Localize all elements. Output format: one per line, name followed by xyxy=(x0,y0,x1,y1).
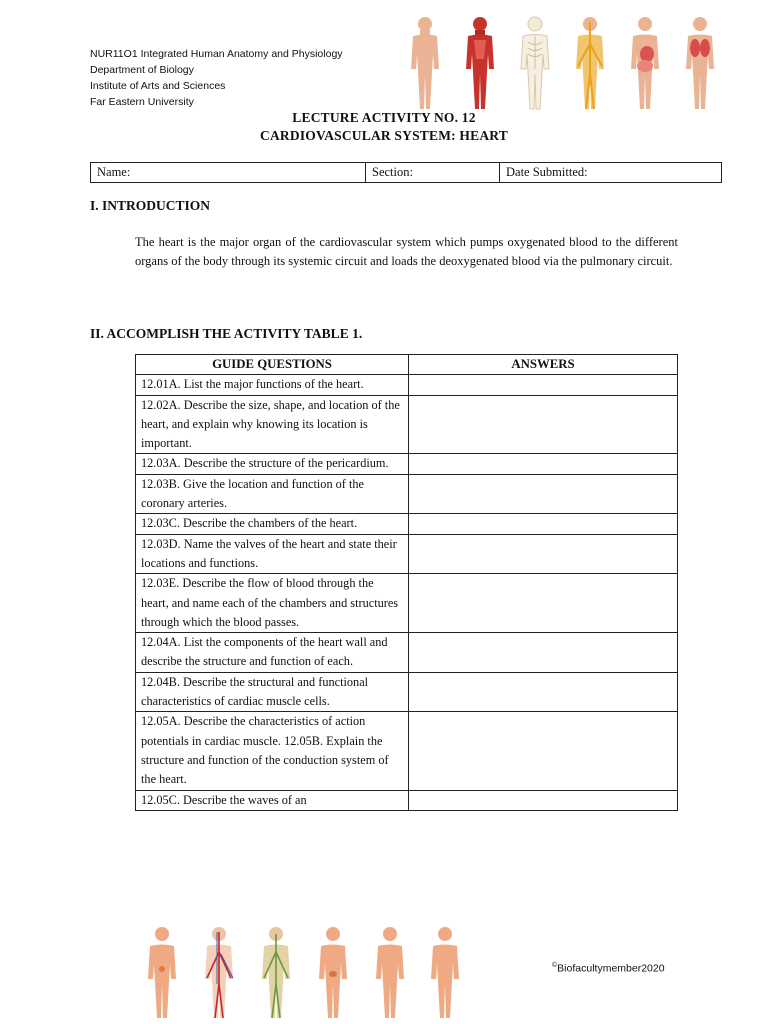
table-header-row xyxy=(136,355,678,375)
answer-cell[interactable] xyxy=(409,790,678,810)
anatomy-figures-top xyxy=(395,14,725,112)
table-row xyxy=(136,633,678,673)
guide-question: 12.04B. Describe the structural and functional characteristics of cardiac muscle cells. xyxy=(136,672,409,712)
course-name: NUR11O1 Integrated Human Anatomy and Physiology xyxy=(90,48,343,60)
table-row xyxy=(136,454,678,474)
guide-question: 12.01A. List the major functions of the heart. xyxy=(136,375,409,395)
university: Far Eastern University xyxy=(90,96,194,108)
figure-lymphatic xyxy=(262,927,290,1018)
lecture-activity-subtitle: CARDIOVASCULAR SYSTEM: HEART xyxy=(260,128,508,143)
figure-urinary xyxy=(319,927,347,1018)
section-label: Section: xyxy=(372,165,413,179)
guide-question: 12.05A. Describe the characteristics of action potentials in cardiac muscle. 12.05B. Explain the structure and function of the conduction system of the heart. xyxy=(136,712,409,790)
table-row xyxy=(136,514,678,534)
answer-cell[interactable] xyxy=(409,395,678,454)
guide-question: 12.03A. Describe the structure of the pericardium. xyxy=(136,454,409,474)
figure-digestive xyxy=(631,17,659,109)
figure-muscles xyxy=(466,17,494,109)
figure-nervous xyxy=(576,17,604,109)
introduction-text: The heart is the major organ of the cardiovascular system which pumps oxygenated blood to the different organs of the body through its systemic circuit and loads the deoxygenated blood via the pulmonary circuit. xyxy=(135,235,678,269)
department: Department of Biology xyxy=(90,64,194,76)
copyright-text: Biofacultymember2020 xyxy=(557,962,665,975)
answer-cell[interactable] xyxy=(409,454,678,474)
answer-cell[interactable] xyxy=(409,633,678,673)
answer-cell[interactable] xyxy=(409,474,678,514)
guide-questions-header: GUIDE QUESTIONS xyxy=(136,355,409,375)
answer-cell[interactable] xyxy=(409,712,678,790)
guide-question: 12.05C. Describe the waves of an xyxy=(136,790,409,810)
introduction-heading: I. INTRODUCTION xyxy=(90,198,211,213)
answer-cell[interactable] xyxy=(409,534,678,574)
institute: Institute of Arts and Sciences xyxy=(90,80,226,92)
guide-question: 12.03D. Name the valves of the heart and state their locations and functions. xyxy=(136,534,409,574)
answer-cell[interactable] xyxy=(409,672,678,712)
activity-heading: II. ACCOMPLISH THE ACTIVITY TABLE 1. xyxy=(90,326,363,341)
name-label: Name: xyxy=(97,165,131,179)
answer-cell[interactable] xyxy=(409,574,678,633)
table-row xyxy=(136,672,678,712)
course-header xyxy=(90,46,343,110)
student-info-table xyxy=(90,162,722,183)
guide-question: 12.03C. Describe the chambers of the heart. xyxy=(136,514,409,534)
answer-cell[interactable] xyxy=(409,375,678,395)
guide-question: 12.03E. Describe the flow of blood through the heart, and name each of the chambers and structures through which the blood passes. xyxy=(136,574,409,633)
table-row xyxy=(136,395,678,454)
anatomy-figures-bottom xyxy=(135,924,465,1020)
guide-question: 12.03B. Give the location and function of the coronary arteries. xyxy=(136,474,409,514)
date-submitted-label: Date Submitted: xyxy=(506,165,588,179)
name-field[interactable] xyxy=(91,163,366,183)
figure-reproductive-female xyxy=(431,927,459,1018)
guide-question: 12.04A. List the components of the heart wall and describe the structure and function of each. xyxy=(136,633,409,673)
table-row xyxy=(136,534,678,574)
section-field[interactable] xyxy=(366,163,500,183)
activity-table xyxy=(135,354,678,811)
date-submitted-field[interactable] xyxy=(500,163,722,183)
lecture-activity-title: LECTURE ACTIVITY NO. 12 xyxy=(292,110,476,125)
figure-reproductive-male xyxy=(376,927,404,1018)
figure-skin xyxy=(411,17,439,109)
figure-endocrine xyxy=(148,927,176,1018)
table-row xyxy=(136,574,678,633)
table-row xyxy=(136,790,678,810)
figure-circulatory xyxy=(205,927,233,1018)
table-row xyxy=(136,474,678,514)
answer-cell[interactable] xyxy=(409,514,678,534)
copyright-notice xyxy=(552,962,665,975)
figure-respiratory xyxy=(686,17,714,109)
guide-question: 12.02A. Describe the size, shape, and location of the heart, and explain why knowing its location is important. xyxy=(136,395,409,454)
copyright-symbol: © xyxy=(552,962,558,969)
table-row xyxy=(136,375,678,395)
figure-skeleton xyxy=(521,17,549,109)
table-row xyxy=(136,712,678,790)
answers-header: ANSWERS xyxy=(409,355,678,375)
